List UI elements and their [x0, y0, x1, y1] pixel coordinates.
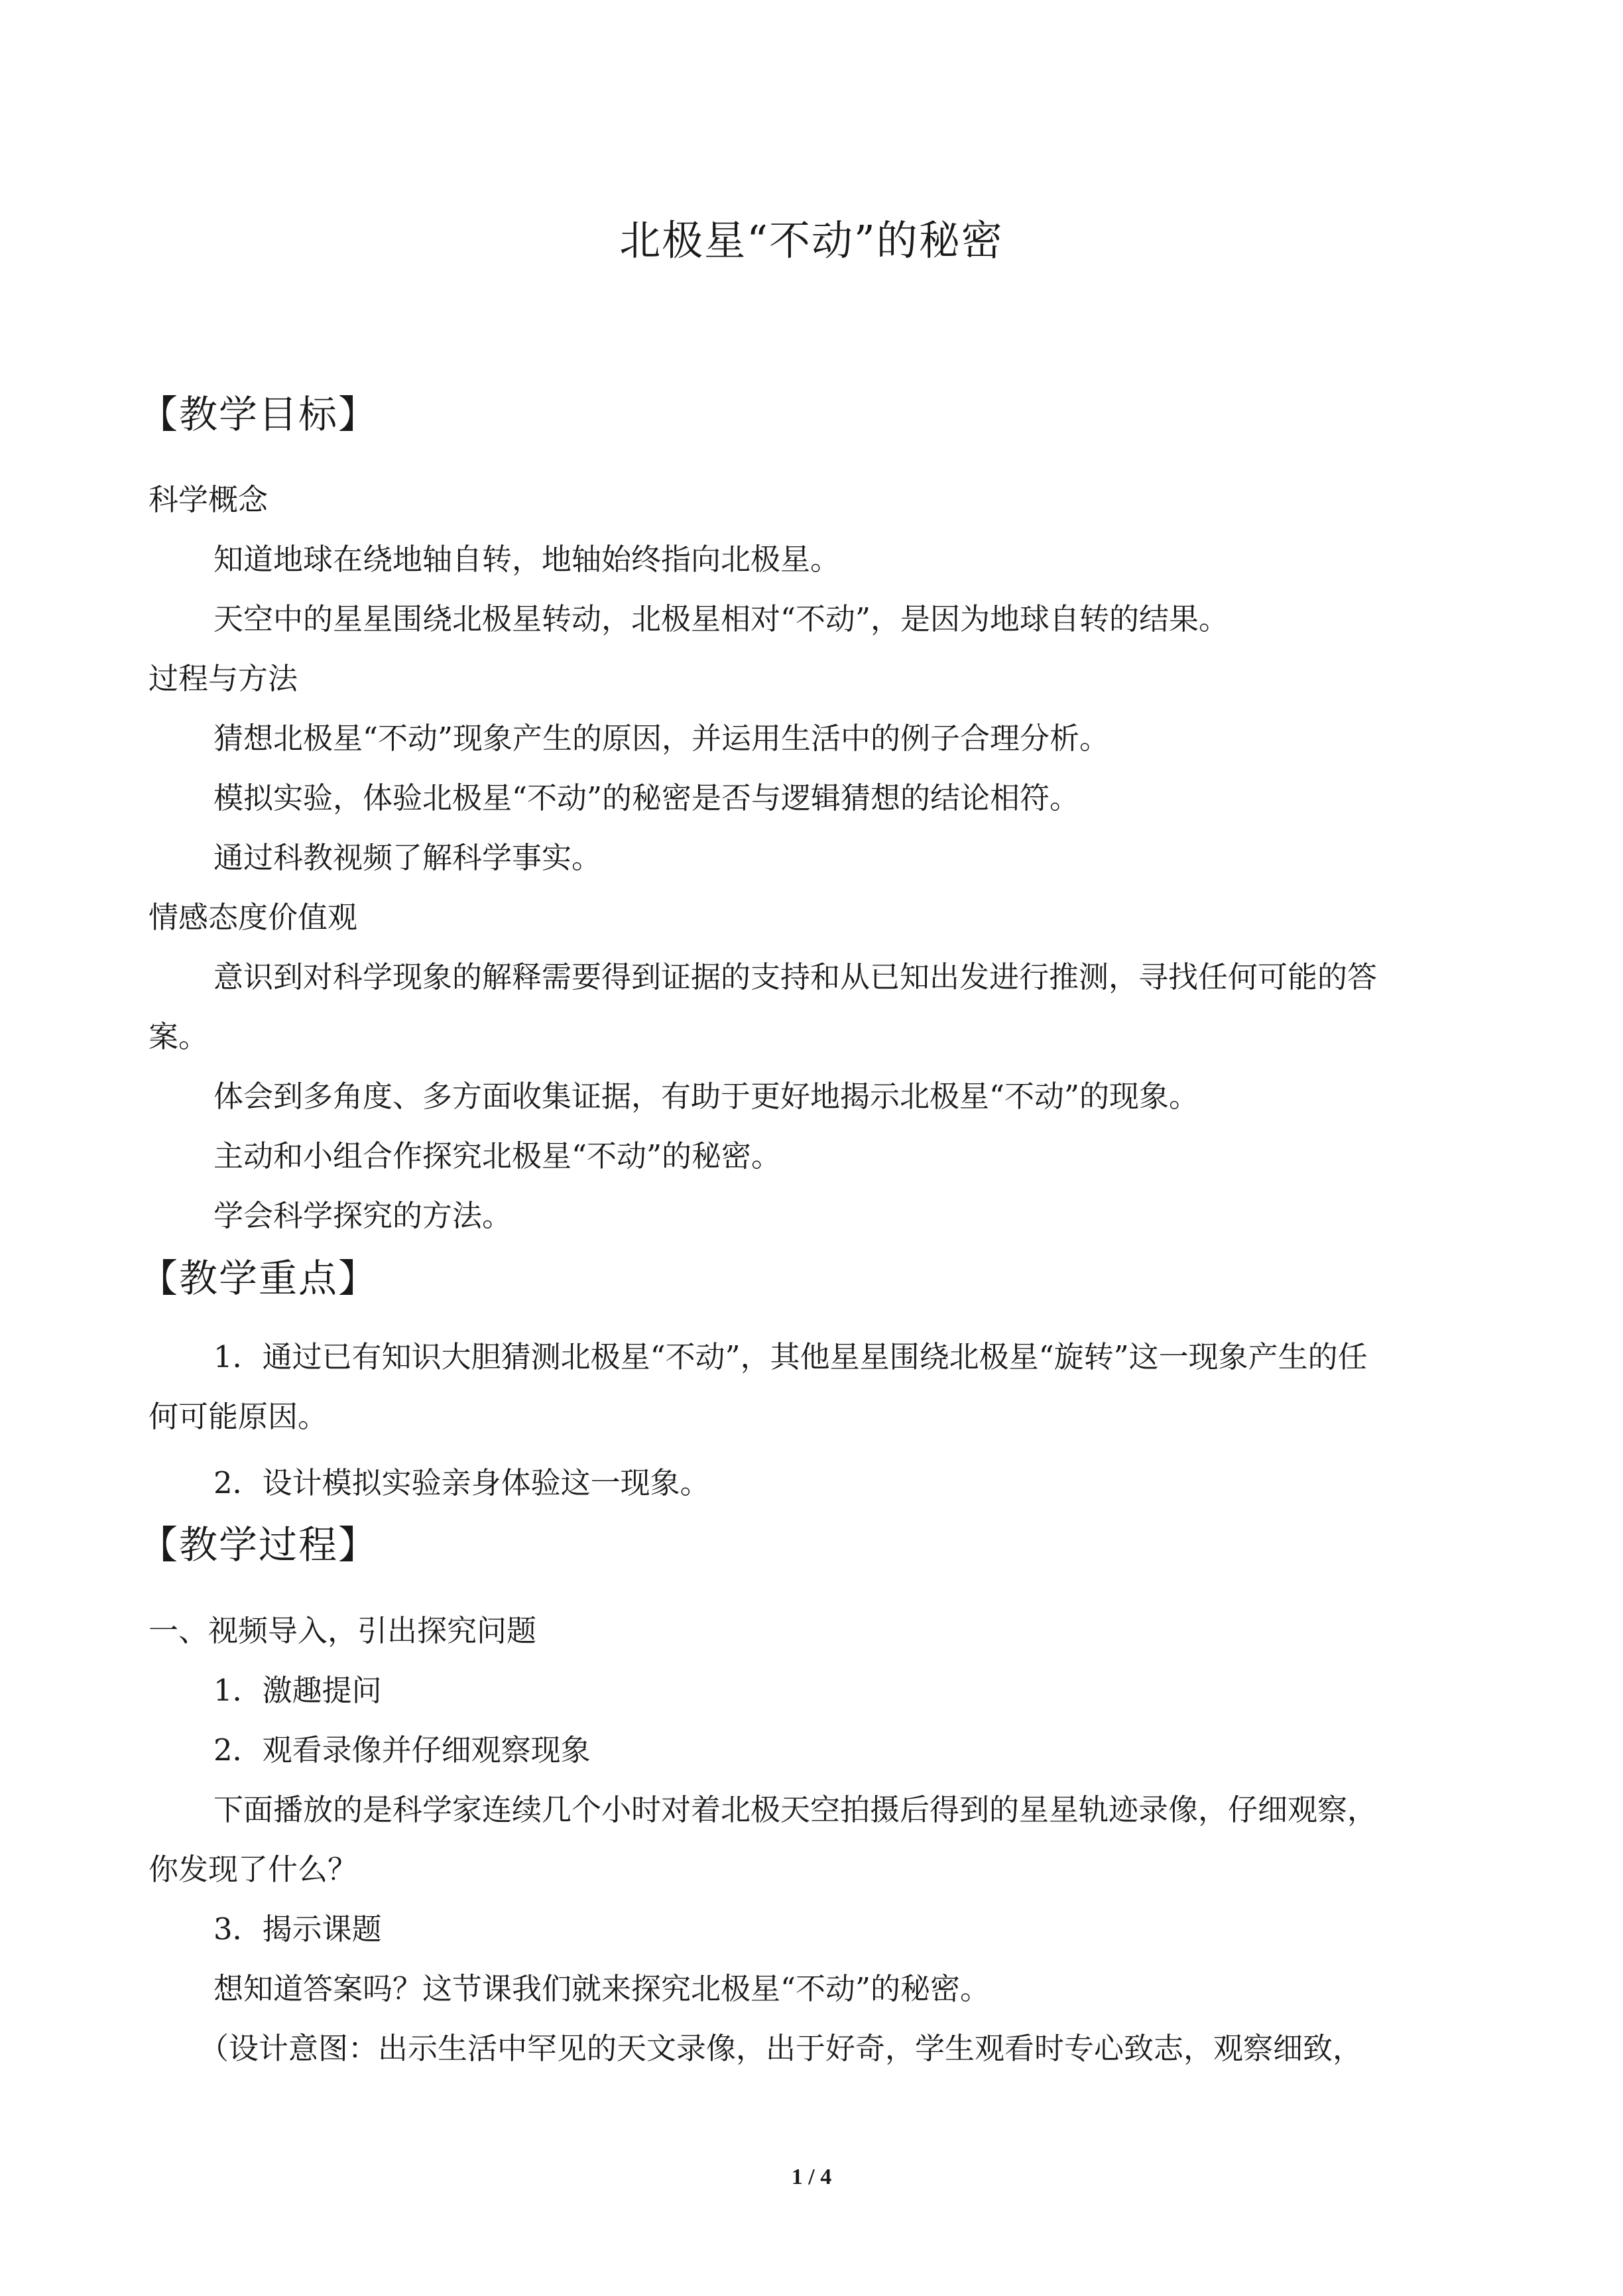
step-3-text: 想知道答案吗？这节课我们就来探究北极星“不动”的秘密。 [213, 1971, 991, 2006]
process-line-2: 模拟实验，体验北极星“不动”的秘密是否与逻辑猜想的结论相符。 [213, 780, 1080, 816]
process-line-1: 猜想北极星“不动”现象产生的原因，并运用生活中的例子合理分析。 [213, 721, 1110, 756]
process-line-3: 通过科教视频了解科学事实。 [213, 840, 602, 875]
heading-process: 【教学过程】 [139, 1522, 379, 1567]
concept-line-2: 天空中的星星围绕北极星转动，北极星相对“不动”，是因为地球自转的结果。 [213, 601, 1229, 636]
part1-title: 一、视频导入，引出探究问题 [149, 1613, 537, 1648]
step-2: 2．观看录像并仔细观察现象 [213, 1732, 591, 1768]
key-point-1-line1: 1．通过已有知识大胆猜测北极星“不动”，其他星星围绕北极星“旋转”这一现象产生的任 [213, 1339, 1368, 1374]
step-2-text-line1: 下面播放的是科学家连续几个小时对着北极天空拍摄后得到的星星轨迹录像，仔细观察， [213, 1792, 1378, 1827]
label-attitude-values: 情感态度价值观 [149, 900, 358, 935]
heading-objectives: 【教学目标】 [139, 392, 379, 437]
step-1: 1．激趣提问 [213, 1673, 382, 1708]
label-science-concept: 科学概念 [149, 482, 269, 517]
design-note: （设计意图：出示生活中罕见的天文录像，出于好奇，学生观看时专心致志，观察细致， [199, 2031, 1363, 2066]
heading-key-points: 【教学重点】 [139, 1256, 379, 1301]
page-number: 1 / 4 [791, 2165, 832, 2189]
step-2-text-line2: 你发现了什么？ [149, 1852, 358, 1887]
key-point-1-line2: 何可能原因。 [149, 1399, 328, 1434]
attitude-line-3: 主动和小组合作探究北极星“不动”的秘密。 [213, 1138, 782, 1174]
document-title: 北极星“不动”的秘密 [619, 216, 1004, 265]
attitude-line-2: 体会到多角度、多方面收集证据，有助于更好地揭示北极星“不动”的现象。 [213, 1079, 1199, 1114]
attitude-p1-line1: 意识到对科学现象的解释需要得到证据的支持和从已知出发进行推测，寻找任何可能的答 [213, 959, 1378, 995]
attitude-p1-line2: 案。 [149, 1019, 209, 1054]
concept-line-1: 知道地球在绕地轴自转，地轴始终指向北极星。 [213, 542, 841, 577]
label-process-method: 过程与方法 [149, 661, 298, 696]
step-3: 3．揭示课题 [213, 1911, 382, 1947]
key-point-2: 2．设计模拟实验亲身体验这一现象。 [213, 1465, 710, 1500]
attitude-line-4: 学会科学探究的方法。 [213, 1198, 512, 1233]
